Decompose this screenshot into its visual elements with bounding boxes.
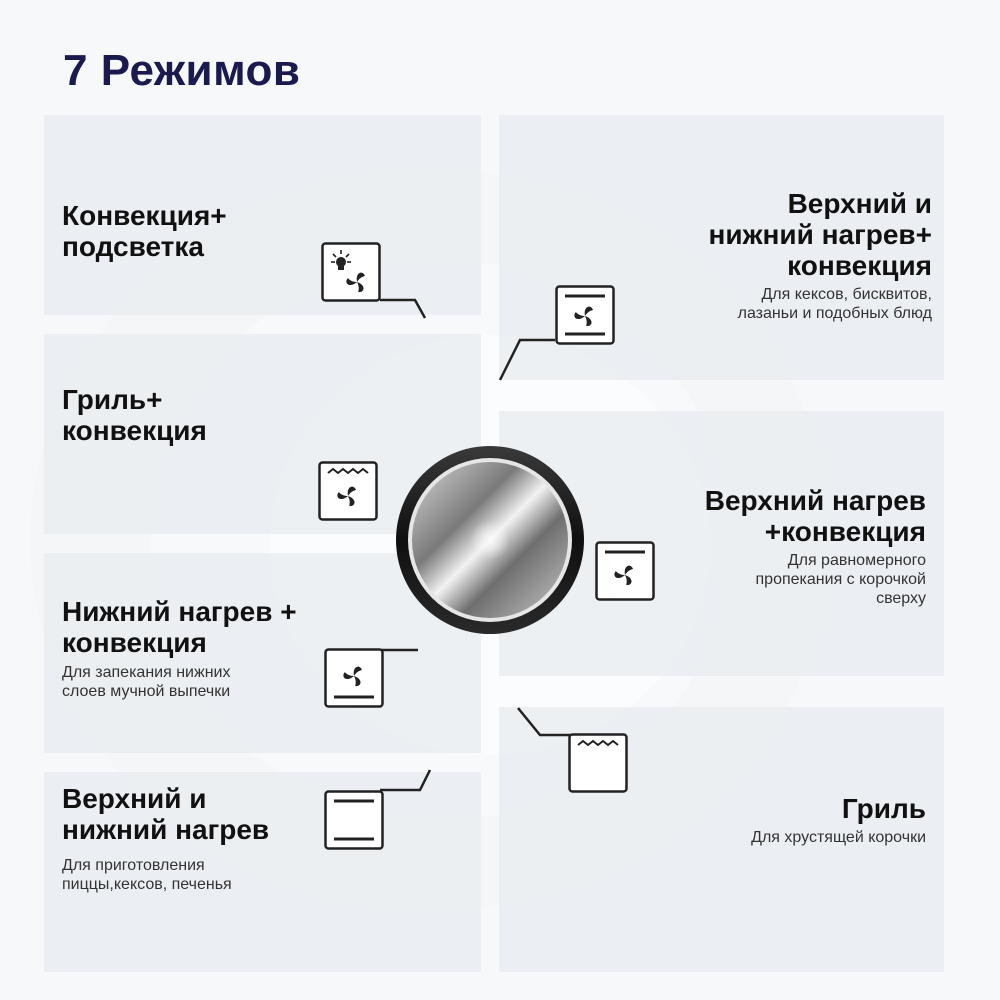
grill-icon xyxy=(568,733,628,793)
connector-convection-light xyxy=(380,300,425,318)
mode-title-top-bottom-convection: Верхний и нижний нагрев+ конвекция xyxy=(708,188,932,281)
mode-title-bottom-convection: Нижний нагрев + конвекция xyxy=(62,596,297,658)
mode-desc-top-bottom-convection: Для кексов, бисквитов, лазаньи и подобных блюд xyxy=(737,286,932,322)
top-bottom-heat-icon xyxy=(324,790,384,850)
bottom-heat-fan-icon xyxy=(324,648,384,708)
connector-grill xyxy=(518,708,570,735)
mode-desc-grill: Для хрустящей корочки xyxy=(751,829,926,846)
mode-title-convection-light: Конвекция+ подсветка xyxy=(62,200,227,262)
grill-fan-icon xyxy=(318,461,378,521)
connector-top-bottom-convection xyxy=(500,340,555,380)
mode-desc-bottom-convection: Для запекания нижних слоев мучной выпечки xyxy=(62,664,231,700)
mode-title-top-convection: Верхний нагрев +конвекция xyxy=(704,485,926,547)
top-bottom-heat-fan-icon xyxy=(555,285,615,345)
connector-top-bottom xyxy=(380,770,430,790)
top-heat-fan-icon xyxy=(595,541,655,601)
fan-light-icon xyxy=(321,242,381,302)
mode-title-grill: Гриль xyxy=(841,793,926,824)
mode-desc-top-convection: Для равномерного пропекания с корочкой сверху xyxy=(755,552,926,607)
page-title: 7 Режимов xyxy=(63,46,301,95)
mode-title-top-bottom: Верхний и нижний нагрев xyxy=(62,783,270,845)
mode-desc-top-bottom: Для приготовления пиццы,кексов, печенья xyxy=(62,857,232,893)
mode-title-grill-convection: Гриль+ конвекция xyxy=(62,384,207,446)
